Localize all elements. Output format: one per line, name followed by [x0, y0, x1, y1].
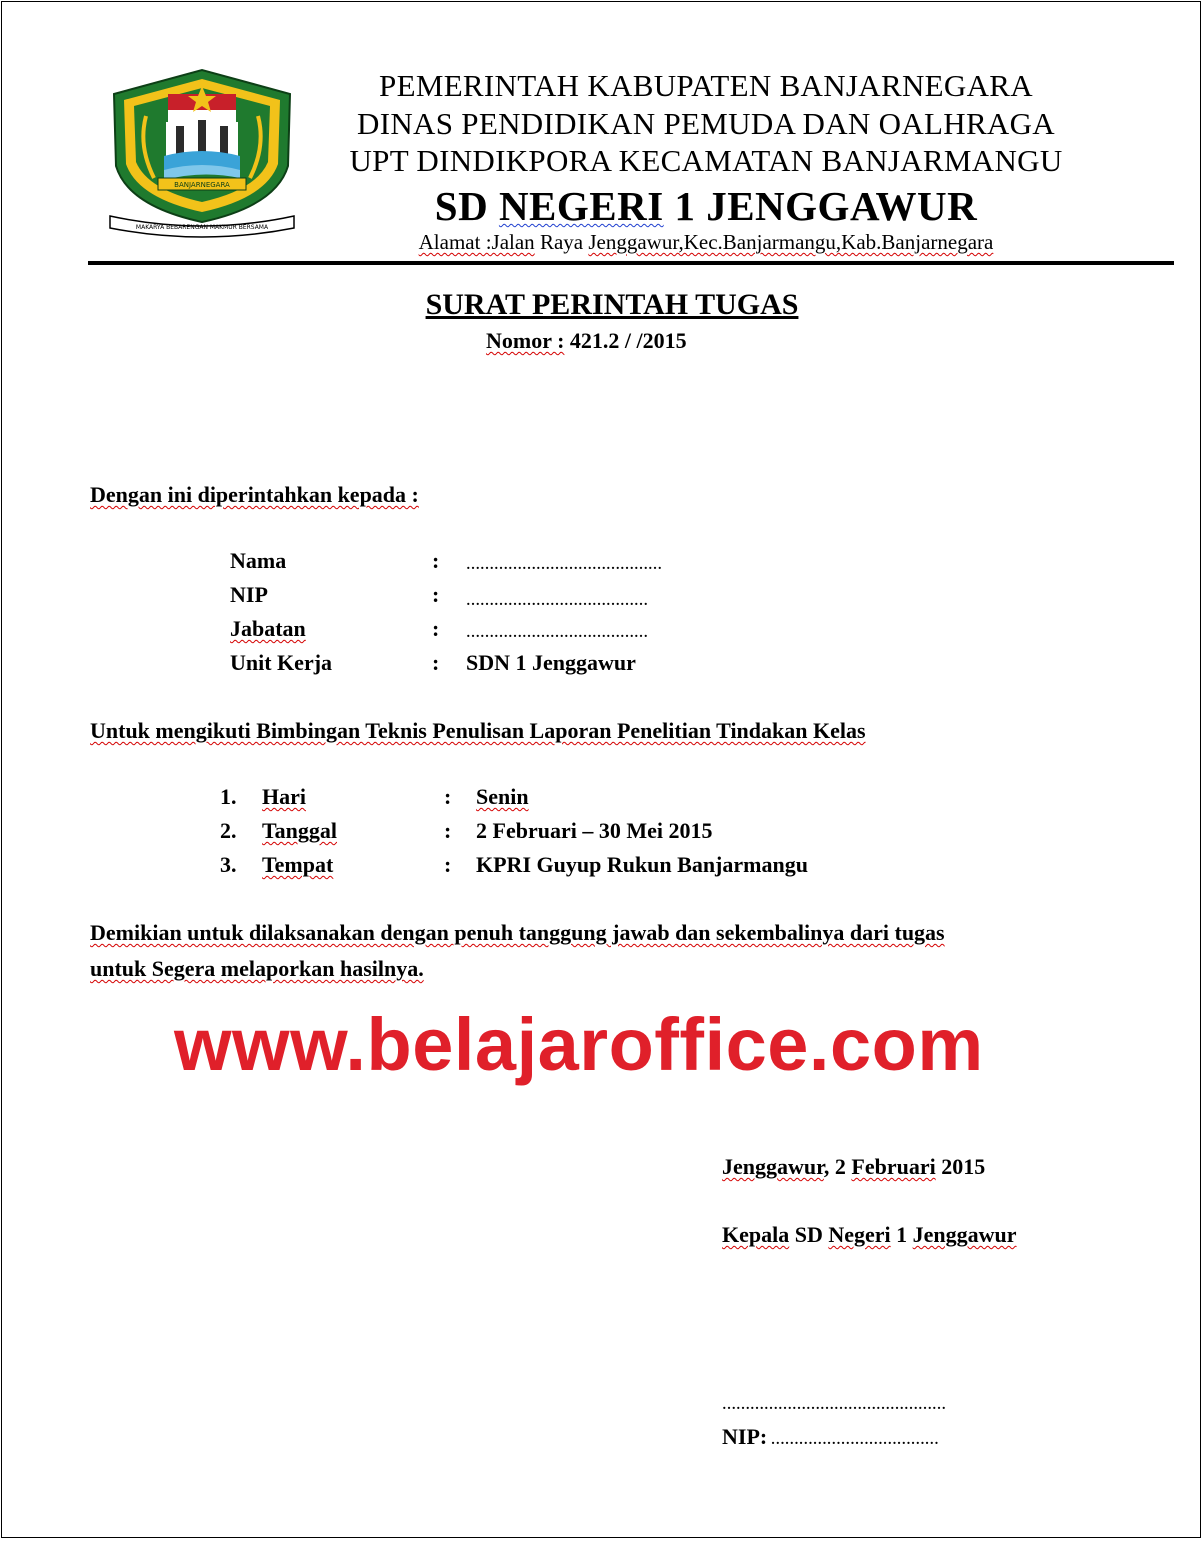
recipient-colon: :: [432, 650, 440, 675]
signature-month: Februari: [851, 1154, 936, 1179]
nip-value: ………………………………: [767, 1433, 939, 1448]
signature-role-part: Negeri: [828, 1222, 891, 1247]
signature-place: Jenggawur: [722, 1154, 824, 1179]
recipient-value-nama: ……………………………………: [466, 558, 662, 573]
signature-place-date: [722, 1154, 985, 1180]
svg-text:BANJARNEGARA: BANJARNEGARA: [174, 181, 230, 189]
school-name-part: SD: [434, 183, 499, 229]
svg-text:MAKARYA BEBARENGAN MAKMUR BERS: MAKARYA BEBARENGAN MAKMUR BERSAMA: [135, 224, 269, 231]
signature-role-part: Jenggawur: [912, 1222, 1017, 1247]
schedule-value-hari: Senin: [476, 784, 529, 809]
recipient-label-jabatan: Jabatan: [230, 616, 306, 641]
signature-role-part: 1: [890, 1222, 913, 1247]
recipient-label-nip: NIP: [230, 582, 268, 607]
schedule-value-tanggal: 2 Februari – 30 Mei 2015: [476, 818, 713, 843]
regency-emblem-logo: [106, 66, 298, 242]
header-divider: [88, 261, 1174, 265]
number-value: 421.2 / /2015: [564, 328, 687, 353]
schedule-number: 1.: [220, 784, 237, 809]
closing-line-1: Demikian untuk dilaksanakan dengan penuh tanggung jawab dan sekembalinya dari tugas: [90, 920, 945, 945]
number-label: Nomor :: [486, 328, 565, 353]
signature-name-line: …………………………………………: [722, 1398, 946, 1413]
nip-label: NIP:: [722, 1424, 768, 1449]
school-name-part: NEGERI: [498, 183, 664, 229]
document-title: SURAT PERINTAH TUGAS: [425, 288, 799, 321]
recipient-colon: :: [432, 582, 440, 607]
recipient-label-unit-kerja: Unit Kerja: [230, 650, 333, 675]
signature-nip: [722, 1424, 939, 1450]
address-part: Alamat :Jalan: [418, 230, 535, 254]
recipient-value-unit-kerja: SDN 1 Jenggawur: [466, 650, 636, 675]
signature-role-part: Kepala: [722, 1222, 790, 1247]
schedule-value-tempat: KPRI Guyup Rukun Banjarmangu: [476, 852, 808, 877]
recipient-colon: :: [432, 616, 440, 641]
header-government: PEMERINTAH KABUPATEN BANJARNEGARA: [379, 68, 1033, 103]
recipient-value-jabatan: …………………………………: [466, 626, 648, 641]
intro-text: Dengan ini diperintahkan kepada :: [90, 482, 419, 507]
schedule-colon: :: [444, 852, 452, 877]
document-page: [1, 1, 1201, 1538]
school-name: [332, 182, 1080, 230]
school-address: [332, 230, 1080, 255]
address-part: Raya: [534, 230, 589, 254]
signature-year: 2015: [935, 1154, 986, 1179]
schedule-colon: :: [444, 818, 452, 843]
purpose-text: Untuk mengikuti Bimbingan Teknis Penulisan Laporan Penelitian Tindakan Kelas: [90, 718, 866, 743]
schedule-colon: :: [444, 784, 452, 809]
closing-line-2: untuk Segera melaporkan hasilnya.: [90, 956, 424, 981]
recipient-colon: :: [432, 548, 440, 573]
schedule-label-tanggal: Tanggal: [262, 818, 338, 843]
header-agency: DINAS PENDIDIKAN PEMUDA DAN OALHRAGA: [357, 106, 1055, 141]
signature-date-part: , 2: [823, 1154, 852, 1179]
school-name-part: 1 JENGGAWUR: [663, 183, 978, 229]
document-number: [486, 328, 687, 354]
website-watermark: www.belajaroffice.com: [174, 1003, 984, 1086]
signature-role: [722, 1222, 1017, 1248]
signature-role-part: SD: [789, 1222, 829, 1247]
recipient-label-nama: Nama: [230, 548, 287, 573]
schedule-label-hari: Hari: [262, 784, 306, 809]
schedule-label-tempat: Tempat: [262, 852, 334, 877]
schedule-number: 3.: [220, 852, 237, 877]
header-upt: UPT DINDIKPORA KECAMATAN BANJARMANGU: [349, 143, 1063, 178]
address-part: Jenggawur,Kec.Banjarmangu,Kab.Banjarnegara: [588, 230, 994, 254]
schedule-number: 2.: [220, 818, 237, 843]
recipient-value-nip: …………………………………: [466, 594, 648, 609]
